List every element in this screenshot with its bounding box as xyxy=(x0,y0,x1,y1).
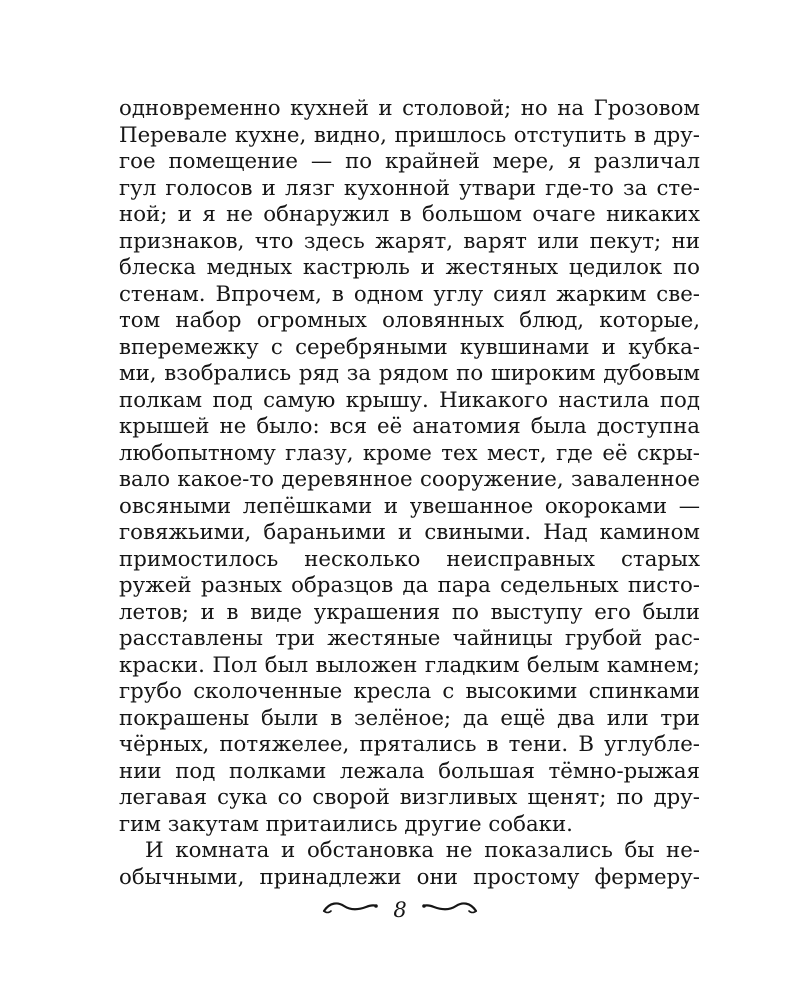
left-flourish-icon xyxy=(322,898,378,922)
text-line: нии под полками лежала большая тёмно-рыжая xyxy=(119,758,700,784)
text-line: грубо сколоченные кресла с высокими спинками xyxy=(119,679,700,704)
text-line: блеска медных кастрюль и жестяных цедилок по xyxy=(119,255,700,280)
text-line: вало какое-то деревянное сооружение, заваленное xyxy=(119,467,700,492)
text-line: овсяными лепёшками и увешанное окороками — xyxy=(119,493,700,519)
text-line: ружей разных образцов да пара седельных писто- xyxy=(119,573,700,598)
page-footer xyxy=(0,898,800,938)
text-line: вперемежку с серебряными кувшинами и кубка- xyxy=(119,334,700,360)
text-line: ми, взобрались ряд за рядом по широким дубовым xyxy=(119,361,700,386)
text-line: стенам. Впрочем, в одном углу сиял жарким све- xyxy=(119,281,700,307)
text-line: гул голосов и лязг кухонной утвари где-то за сте- xyxy=(119,175,700,201)
text-line: том набор огромных оловянных блюд, которые, xyxy=(119,308,700,333)
text-line: говяжьими, бараньими и свиными. Над камином xyxy=(119,520,700,545)
text-line: Перевале кухне, видно, пришлось отступить в дру- xyxy=(119,122,700,148)
right-flourish-icon xyxy=(422,898,478,922)
text-line: легавая сука со сворой визгливых щенят; по дру- xyxy=(119,785,700,810)
body-text xyxy=(119,96,700,891)
text-line: одновременно кухней и столовой; но на Грозовом xyxy=(119,96,700,121)
paragraph-2 xyxy=(119,838,700,891)
text-line: признаков, что здесь жарят, варят или пекут; ни xyxy=(119,228,700,254)
text-line: примостилось несколько неисправных старых xyxy=(119,546,700,572)
text-line: расставлены три жестяные чайницы грубой рас- xyxy=(119,626,700,651)
text-line: покрашены были в зелёное; да ещё два или три xyxy=(119,705,700,731)
page-number: 8 xyxy=(393,898,407,922)
text-line: крышей не было: вся её анатомия была доступна xyxy=(119,414,700,439)
text-line: гое помещение — по крайней мере, я различал xyxy=(119,149,700,174)
text-line: чёрных, потяжелее, прятались в тени. В углубле- xyxy=(119,732,700,757)
text-line: ной; и я не обнаружил в большом очаге никаких xyxy=(119,202,700,227)
text-line: обычными, принадлежи они простому фермеру- xyxy=(119,864,700,890)
text-line: любопытному глазу, кроме тех мест, где её скры- xyxy=(119,440,700,466)
paragraph-1 xyxy=(119,96,700,838)
text-line: полкам под самую крышу. Никакого настила под xyxy=(119,387,700,413)
text-line: И комната и обстановка не показались бы не- xyxy=(145,838,700,863)
text-line: летов; и в виде украшения по выступу его были xyxy=(119,599,700,625)
text-line: краски. Пол был выложен гладким белым камнем; xyxy=(119,652,700,678)
text-line: гим закутам притаились другие собаки. xyxy=(119,811,573,837)
